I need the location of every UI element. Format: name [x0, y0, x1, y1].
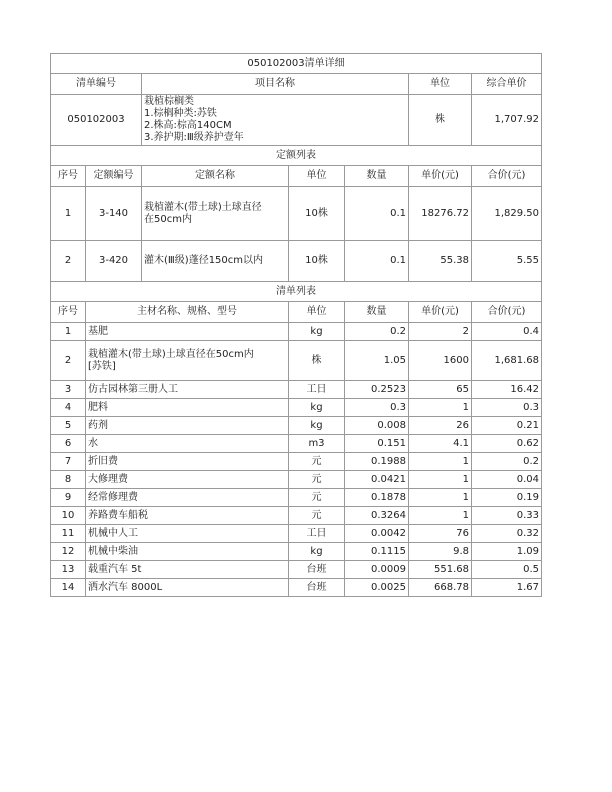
material-no: 6 — [51, 435, 86, 453]
material-row — [51, 323, 542, 341]
material-qty: 1.05 — [345, 341, 409, 381]
quota-header-price: 单价(元) — [409, 166, 472, 187]
quota-header-qty: 数量 — [345, 166, 409, 187]
quota-header-code: 定额编号 — [86, 166, 142, 187]
quota-code: 3-420 — [86, 241, 142, 282]
item-unit: 株 — [409, 95, 472, 146]
material-unit: kg — [289, 323, 345, 341]
material-qty: 0.2523 — [345, 381, 409, 399]
quota-row — [51, 187, 542, 241]
material-no: 14 — [51, 579, 86, 597]
materials-header-name: 主材名称、规格、型号 — [86, 302, 289, 323]
material-no: 1 — [51, 323, 86, 341]
quota-price: 55.38 — [409, 241, 472, 282]
material-name: 药剂 — [86, 417, 289, 435]
material-total: 1.09 — [472, 543, 542, 561]
material-no: 9 — [51, 489, 86, 507]
material-row — [51, 435, 542, 453]
quota-name-line: 灌木(Ⅲ级)蓬径150cm以内 — [144, 255, 264, 266]
material-no: 7 — [51, 453, 86, 471]
quota-name — [142, 241, 289, 282]
item-name-line: 栽植棕榈类 — [144, 96, 194, 107]
material-total: 0.4 — [472, 323, 542, 341]
material-total: 0.04 — [472, 471, 542, 489]
material-price: 4.1 — [409, 435, 472, 453]
material-no: 3 — [51, 381, 86, 399]
item-name-line: 2.株高:棕高140CM — [144, 120, 232, 131]
material-total: 1,681.68 — [472, 341, 542, 381]
material-unit: 元 — [289, 507, 345, 525]
material-price: 1600 — [409, 341, 472, 381]
quota-total: 5.55 — [472, 241, 542, 282]
material-row — [51, 417, 542, 435]
material-name: 折旧费 — [86, 453, 289, 471]
material-name: 水 — [86, 435, 289, 453]
quota-qty: 0.1 — [345, 187, 409, 241]
item-name-line: 1.棕榈种类:苏铁 — [144, 108, 217, 119]
material-price: 26 — [409, 417, 472, 435]
material-total: 0.19 — [472, 489, 542, 507]
material-unit: kg — [289, 543, 345, 561]
material-price: 1 — [409, 471, 472, 489]
quota-header-unit: 单位 — [289, 166, 345, 187]
material-name: 经常修理费 — [86, 489, 289, 507]
material-unit: kg — [289, 399, 345, 417]
material-total: 0.3 — [472, 399, 542, 417]
material-row — [51, 543, 542, 561]
quota-qty: 0.1 — [345, 241, 409, 282]
header-name: 项目名称 — [142, 74, 409, 95]
material-unit: 元 — [289, 489, 345, 507]
material-row — [51, 525, 542, 543]
material-price: 1 — [409, 399, 472, 417]
quota-code: 3-140 — [86, 187, 142, 241]
material-qty: 0.0009 — [345, 561, 409, 579]
materials-header-total: 合价(元) — [472, 302, 542, 323]
material-unit: 台班 — [289, 579, 345, 597]
material-total: 0.2 — [472, 453, 542, 471]
quota-section-title: 定额列表 — [51, 146, 542, 166]
header-unit: 单位 — [409, 74, 472, 95]
header-code: 清单编号 — [51, 74, 142, 95]
material-price: 1 — [409, 507, 472, 525]
material-total: 0.32 — [472, 525, 542, 543]
material-price: 1 — [409, 489, 472, 507]
material-qty: 0.008 — [345, 417, 409, 435]
material-row — [51, 579, 542, 597]
material-name: 养路费车船税 — [86, 507, 289, 525]
material-name: 栽植灌木(带土球)土球直径在50cm内 [苏铁] — [86, 341, 289, 381]
material-unit: kg — [289, 417, 345, 435]
material-no: 2 — [51, 341, 86, 381]
material-qty: 0.1988 — [345, 453, 409, 471]
material-row — [51, 399, 542, 417]
item-code: 050102003 — [51, 95, 142, 146]
material-total: 0.21 — [472, 417, 542, 435]
quota-header-name: 定额名称 — [142, 166, 289, 187]
material-row — [51, 561, 542, 579]
material-no: 11 — [51, 525, 86, 543]
bill-detail-table — [50, 53, 542, 597]
materials-section-title: 清单列表 — [51, 282, 542, 302]
material-qty: 0.1878 — [345, 489, 409, 507]
materials-header-price: 单价(元) — [409, 302, 472, 323]
material-row — [51, 471, 542, 489]
quota-header-total: 合价(元) — [472, 166, 542, 187]
quota-no: 1 — [51, 187, 86, 241]
material-unit: 元 — [289, 453, 345, 471]
material-qty: 0.3 — [345, 399, 409, 417]
material-price: 2 — [409, 323, 472, 341]
material-row — [51, 453, 542, 471]
material-qty: 0.0042 — [345, 525, 409, 543]
item-price: 1,707.92 — [472, 95, 542, 146]
material-qty: 0.0025 — [345, 579, 409, 597]
material-name: 基肥 — [86, 323, 289, 341]
material-price: 1 — [409, 453, 472, 471]
material-name: 机械中柴油 — [86, 543, 289, 561]
material-price: 668.78 — [409, 579, 472, 597]
material-name: 肥料 — [86, 399, 289, 417]
material-unit: 台班 — [289, 561, 345, 579]
material-no: 13 — [51, 561, 86, 579]
material-unit: 元 — [289, 471, 345, 489]
material-no: 4 — [51, 399, 86, 417]
material-total: 1.67 — [472, 579, 542, 597]
material-row — [51, 489, 542, 507]
material-unit: m3 — [289, 435, 345, 453]
material-no: 5 — [51, 417, 86, 435]
material-price: 65 — [409, 381, 472, 399]
materials-header-unit: 单位 — [289, 302, 345, 323]
quota-name-line: 在50cm内 — [144, 213, 192, 225]
quota-unit: 10株 — [289, 241, 345, 282]
quota-name-line: 栽植灌木(带土球)土球直径 — [144, 201, 262, 213]
material-price: 76 — [409, 525, 472, 543]
material-price: 9.8 — [409, 543, 472, 561]
material-row — [51, 341, 542, 381]
material-row — [51, 507, 542, 525]
item-name-line: 3.养护期:Ⅲ级养护壹年 — [144, 132, 244, 143]
material-row — [51, 381, 542, 399]
material-qty: 0.1115 — [345, 543, 409, 561]
quota-total: 1,829.50 — [472, 187, 542, 241]
material-name: 载重汽车 5t — [86, 561, 289, 579]
material-name: 洒水汽车 8000L — [86, 579, 289, 597]
quota-row — [51, 241, 542, 282]
material-total: 0.5 — [472, 561, 542, 579]
material-total: 16.42 — [472, 381, 542, 399]
material-no: 12 — [51, 543, 86, 561]
quota-unit: 10株 — [289, 187, 345, 241]
quota-no: 2 — [51, 241, 86, 282]
material-qty: 0.2 — [345, 323, 409, 341]
material-no: 8 — [51, 471, 86, 489]
material-name: 仿古园林第三册人工 — [86, 381, 289, 399]
materials-header-no: 序号 — [51, 302, 86, 323]
material-unit: 工日 — [289, 525, 345, 543]
table-title: 050102003清单详细 — [51, 54, 542, 74]
material-name: 机械中人工 — [86, 525, 289, 543]
material-total: 0.33 — [472, 507, 542, 525]
material-no: 10 — [51, 507, 86, 525]
item-name — [142, 95, 409, 146]
material-unit: 株 — [289, 341, 345, 381]
quota-price: 18276.72 — [409, 187, 472, 241]
header-price: 综合单价 — [472, 74, 542, 95]
quota-header-no: 序号 — [51, 166, 86, 187]
material-price: 551.68 — [409, 561, 472, 579]
quota-name — [142, 187, 289, 241]
material-unit: 工日 — [289, 381, 345, 399]
material-qty: 0.0421 — [345, 471, 409, 489]
material-qty: 0.151 — [345, 435, 409, 453]
materials-header-qty: 数量 — [345, 302, 409, 323]
material-qty: 0.3264 — [345, 507, 409, 525]
material-total: 0.62 — [472, 435, 542, 453]
material-name: 大修理费 — [86, 471, 289, 489]
